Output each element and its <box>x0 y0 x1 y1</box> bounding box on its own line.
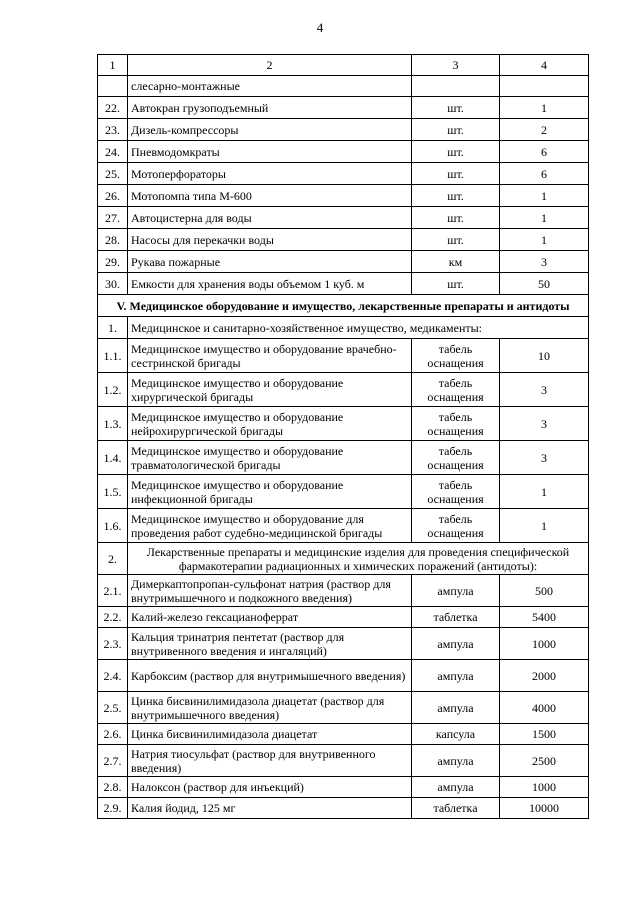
row-quantity: 3 <box>500 373 589 407</box>
table-body <box>98 55 589 819</box>
row-number: 1.4. <box>98 441 128 475</box>
row-unit: таблетка <box>412 798 500 819</box>
row-number: 28. <box>98 229 128 251</box>
row-quantity: 3 <box>500 441 589 475</box>
header-cell-2: 2 <box>128 55 412 76</box>
table-row <box>98 119 589 141</box>
row-name: Мотоперфораторы <box>128 163 412 185</box>
row-unit: шт. <box>412 229 500 251</box>
row-number: 2.1. <box>98 575 128 607</box>
table-row <box>98 628 589 660</box>
row-quantity: 1 <box>500 475 589 509</box>
row-name: Медицинское имущество и оборудование инфекционной бригады <box>128 475 412 509</box>
row-unit: ампула <box>412 575 500 607</box>
row-name: Кальция тринатрия пентетат (раствор для внутривенного введения и ингаляций) <box>128 628 412 660</box>
table-row <box>98 798 589 819</box>
row-number: 1.2. <box>98 373 128 407</box>
row-unit: шт. <box>412 273 500 295</box>
row-unit: таблетка <box>412 607 500 628</box>
row-number: 2.6. <box>98 724 128 745</box>
table-row <box>98 373 589 407</box>
row-number: 30. <box>98 273 128 295</box>
row-quantity: 2 <box>500 119 589 141</box>
row-quantity: 4000 <box>500 692 589 724</box>
table-row <box>98 607 589 628</box>
row-name: Налоксон (раствор для инъекций) <box>128 777 412 798</box>
row-unit: ампула <box>412 692 500 724</box>
table-row <box>98 745 589 777</box>
row-name: Цинка бисвинилимидазола диацетат <box>128 724 412 745</box>
row-name: Дизель-компрессоры <box>128 119 412 141</box>
row-unit: км <box>412 251 500 273</box>
group-number: 1. <box>98 317 128 339</box>
group-row-2 <box>98 543 589 575</box>
row-number: 1.3. <box>98 407 128 441</box>
row-name: Натрия тиосульфат (раствор для внутривенного введения) <box>128 745 412 777</box>
row-unit: табель оснащения <box>412 441 500 475</box>
row-quantity: 1 <box>500 207 589 229</box>
row-unit: ампула <box>412 628 500 660</box>
row-quantity: 3 <box>500 407 589 441</box>
row-unit: шт. <box>412 185 500 207</box>
table-row <box>98 407 589 441</box>
section-heading-row <box>98 295 589 317</box>
table-row <box>98 273 589 295</box>
row-unit: табель оснащения <box>412 407 500 441</box>
group-title: Лекарственные препараты и медицинские изделия для проведения специфической фармакотерапии радиационных и химических поражений (антидоты): <box>128 543 589 575</box>
row-name: Медицинское имущество и оборудование нейрохирургической бригады <box>128 407 412 441</box>
row-unit: шт. <box>412 119 500 141</box>
row-quantity: 3 <box>500 251 589 273</box>
table-row <box>98 141 589 163</box>
row-name: Пневмодомкраты <box>128 141 412 163</box>
row-quantity: 2500 <box>500 745 589 777</box>
row-number: 26. <box>98 185 128 207</box>
row-quantity: 1000 <box>500 628 589 660</box>
table-row <box>98 575 589 607</box>
row-number: 2.7. <box>98 745 128 777</box>
table-row <box>98 163 589 185</box>
row-unit: ампула <box>412 660 500 692</box>
row-name: Насосы для перекачки воды <box>128 229 412 251</box>
header-cell-1: 1 <box>98 55 128 76</box>
row-name: Карбоксим (раствор для внутримышечного введения) <box>128 660 412 692</box>
continuation-row <box>98 76 589 97</box>
header-cell-3: 3 <box>412 55 500 76</box>
row-number: 1.1. <box>98 339 128 373</box>
row-quantity: 1 <box>500 97 589 119</box>
group-title: Медицинское и санитарно-хозяйственное имущество, медикаменты: <box>128 317 589 339</box>
row-number: 2.8. <box>98 777 128 798</box>
row-unit: шт. <box>412 163 500 185</box>
table-row <box>98 692 589 724</box>
table-row <box>98 97 589 119</box>
row-unit: капсула <box>412 724 500 745</box>
row-number: 2.3. <box>98 628 128 660</box>
table-cell <box>412 76 500 97</box>
row-number: 25. <box>98 163 128 185</box>
row-name: Цинка бисвинилимидазола диацетат (раствор для внутримышечного введения) <box>128 692 412 724</box>
table-row <box>98 475 589 509</box>
table-row <box>98 777 589 798</box>
table-row <box>98 185 589 207</box>
table-row <box>98 229 589 251</box>
table-cell <box>500 76 589 97</box>
table-cell <box>98 76 128 97</box>
row-number: 2.9. <box>98 798 128 819</box>
row-unit: табель оснащения <box>412 509 500 543</box>
table-row <box>98 339 589 373</box>
row-name: Мотопомпа типа М-600 <box>128 185 412 207</box>
row-name: Медицинское имущество и оборудование хирургической бригады <box>128 373 412 407</box>
row-number: 22. <box>98 97 128 119</box>
row-number: 24. <box>98 141 128 163</box>
table-row <box>98 251 589 273</box>
header-cell-4: 4 <box>500 55 589 76</box>
row-number: 1.5. <box>98 475 128 509</box>
row-quantity: 1 <box>500 509 589 543</box>
row-quantity: 2000 <box>500 660 589 692</box>
row-unit: шт. <box>412 141 500 163</box>
page-number: 4 <box>316 20 324 35</box>
row-quantity: 6 <box>500 163 589 185</box>
row-name: Калий-железо гексацианоферрат <box>128 607 412 628</box>
table-row <box>98 207 589 229</box>
table-row <box>98 724 589 745</box>
row-name: Калия йодид, 125 мг <box>128 798 412 819</box>
section-heading: V. Медицинское оборудование и имущество, лекарственные препараты и антидоты <box>98 295 589 317</box>
equipment-table <box>97 54 589 819</box>
header-row <box>98 55 589 76</box>
row-quantity: 1 <box>500 185 589 207</box>
row-number: 2.4. <box>98 660 128 692</box>
row-unit: шт. <box>412 207 500 229</box>
table-row <box>98 660 589 692</box>
row-quantity: 1 <box>500 229 589 251</box>
row-quantity: 10 <box>500 339 589 373</box>
row-number: 2.5. <box>98 692 128 724</box>
row-number: 27. <box>98 207 128 229</box>
row-number: 29. <box>98 251 128 273</box>
row-number: 1.6. <box>98 509 128 543</box>
continuation-text: слесарно-монтажные <box>128 76 412 97</box>
row-unit: табель оснащения <box>412 373 500 407</box>
group-number: 2. <box>98 543 128 575</box>
row-unit: табель оснащения <box>412 339 500 373</box>
row-quantity: 50 <box>500 273 589 295</box>
row-quantity: 10000 <box>500 798 589 819</box>
row-quantity: 5400 <box>500 607 589 628</box>
row-unit: табель оснащения <box>412 475 500 509</box>
row-unit: ампула <box>412 745 500 777</box>
row-name: Рукава пожарные <box>128 251 412 273</box>
row-name: Автокран грузоподъемный <box>128 97 412 119</box>
row-quantity: 500 <box>500 575 589 607</box>
row-unit: шт. <box>412 97 500 119</box>
row-name: Автоцистерна для воды <box>128 207 412 229</box>
row-quantity: 1000 <box>500 777 589 798</box>
row-name: Медицинское имущество и оборудование травматологической бригады <box>128 441 412 475</box>
row-name: Медицинское имущество и оборудование врачебно-сестринской бригады <box>128 339 412 373</box>
row-number: 2.2. <box>98 607 128 628</box>
row-name: Димеркаптопропан-сульфонат натрия (раствор для внутримышечного и подкожного введения) <box>128 575 412 607</box>
row-number: 23. <box>98 119 128 141</box>
row-quantity: 1500 <box>500 724 589 745</box>
row-unit: ампула <box>412 777 500 798</box>
row-quantity: 6 <box>500 141 589 163</box>
row-name: Медицинское имущество и оборудование для проведения работ судебно-медицинской бригады <box>128 509 412 543</box>
table-row <box>98 441 589 475</box>
table-row <box>98 509 589 543</box>
group-row-1 <box>98 317 589 339</box>
row-name: Емкости для хранения воды объемом 1 куб. м <box>128 273 412 295</box>
